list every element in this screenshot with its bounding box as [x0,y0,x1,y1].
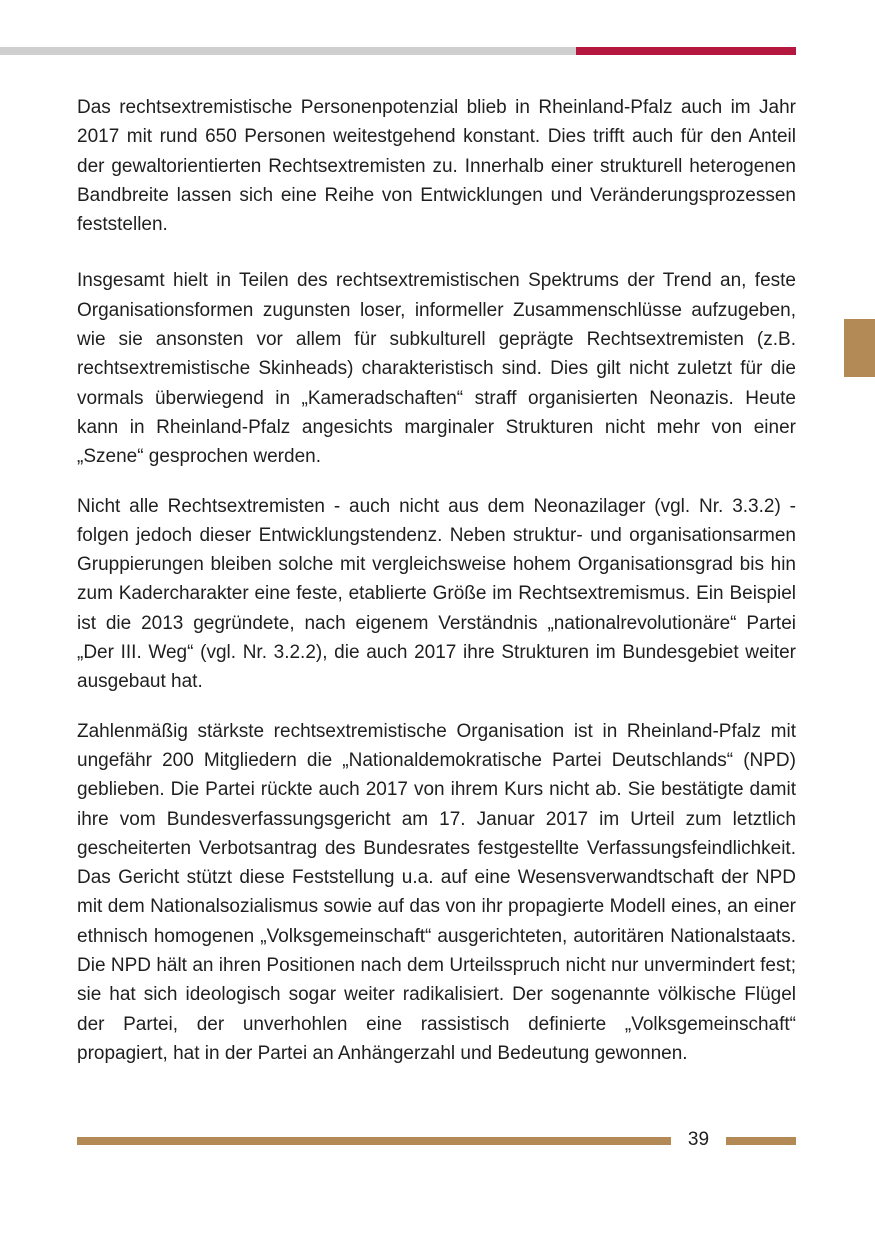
footer-rule-left [77,1137,671,1145]
footer-rule-right [726,1137,796,1145]
paragraph-3: Nicht alle Rechtsextremisten - auch nicht aus dem Neonazilager (vgl. Nr. 3.3.2) - folgen jedoch dieser Entwicklungstendenz. Neben struktur- und organisationsarmen Gruppierungen bleiben solche mit vergleichsweise hohem Organisationsgrad bis hin zum Kadercharakter eine feste, etablierte Größe im Rechtsextremismus. Ein Beispiel ist die 2013 gegründete, nach eigenem Verständnis „nationalrevolutionäre“ Partei „Der III. Weg“ (vgl. Nr. 3.2.2), die auch 2017 ihre Strukturen im Bundesgebiet weiter ausgebaut hat. [77,495,796,693]
chapter-side-tab [844,319,875,377]
header-rule-red [576,47,796,55]
paragraph-1: Das rechtsextremistische Personenpotenzial blieb in Rheinland-Pfalz auch im Jahr 2017 mit rund 650 Personen weitestgehend konstant. Dies trifft auch für den Anteil der gewaltorientierten Rechtsextremisten zu. Innerhalb einer strukturell heterogenen Bandbreite lassen sich eine Reihe von Entwicklungen und Veränderungsprozessen feststellen. [77,97,796,236]
paragraph-4: Zahlenmäßig stärkste rechtsextremistische Organisation ist in Rheinland-Pfalz mit ungefähr 200 Mitgliedern die „Nationaldemokratische Partei Deutschlands“ (NPD) geblieben. Die Partei rückte auch 2017 von ihrem Kurs nicht ab. Sie bestätigte damit ihre vom Bundesverfassungsgericht am 17. Januar 2017 im Urteil zum letztlich gescheiterten Verbotsantrag des Bundesrates festgestellte Verfassungsfeindlichkeit. Das Gericht stützt diese Feststellung u.a. auf eine Wesensverwandtschaft der NPD mit dem Nationalsozialismus sowie auf das von ihr propagierte Modell eines, an einer ethnisch homogenen „Volksgemeinschaft“ ausgerichteten, autoritären Nationalstaats. Die NPD hält an ihren Positionen nach dem Urteilsspruch nicht nur unvermindert fest; sie hat sich ideologisch sogar weiter radikalisiert. Der sogenannte völkische Flügel der Partei, der unverhohlen eine rassistisch definierte „Volksgemeinschaft“ propagiert, hat in der Partei an Anhängerzahl und Bedeutung gewonnen. [77,720,796,1064]
page-body [77,93,796,1068]
page-number: 39 [687,1129,710,1150]
header-rule-gray [0,47,576,55]
paragraph-2: Insgesamt hielt in Teilen des rechtsextremistischen Spektrums der Trend an, feste Organisationsformen zugunsten loser, informeller Zusammenschlüsse aufzugeben, wie sie ansonsten vor allem für subkulturell geprägte Rechtsextremisten (z.B. rechtsextremistische Skinheads) charakteristisch sind. Dies gilt nicht zuletzt für die vormals überwiegend in „Kameradschaften“ straff organisierten Neonazis. Heute kann in Rheinland-Pfalz angesichts marginaler Strukturen nicht mehr von einer „Szene“ gesprochen werden. [77,270,796,468]
